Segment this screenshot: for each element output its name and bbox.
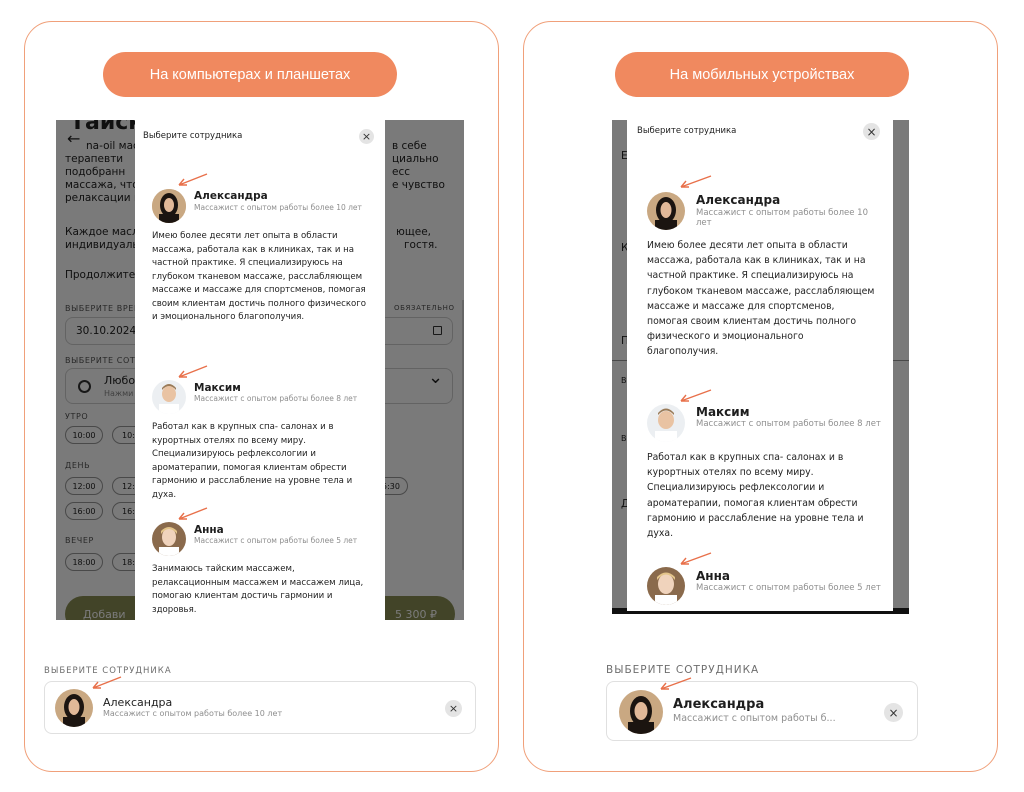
selected-employee-name: Александра: [673, 697, 765, 712]
pointer-arrow-icon: [677, 551, 713, 567]
employee-name: Александра: [696, 193, 781, 207]
desktop-panel: [24, 21, 499, 772]
avatar: [152, 189, 186, 223]
employee-name: Александра: [194, 190, 268, 202]
close-icon[interactable]: ×: [863, 123, 880, 140]
employee-description: Имею более десяти лет опыта в области массажа, работала как в клиниках, так и на частной практике. Я специализируюсь на глубоком тканевом массаже, расслабляющем массаже и массаже для спортсменов, помогая своим клиентам достичь полного физического и эмоционального благополучия.: [647, 240, 875, 358]
employee-name: Анна: [696, 569, 730, 583]
selected-employee-field[interactable]: [44, 681, 476, 734]
avatar: [55, 689, 93, 727]
pointer-arrow-icon: [677, 388, 713, 404]
selected-employee-name: Александра: [103, 696, 173, 709]
pointer-arrow-icon: [89, 675, 123, 691]
pointer-arrow-icon: [175, 506, 209, 522]
employee-description: Занимаюсь тайским массажем, релаксационным массажем и массажем лица, помогаю клиентам достичь гармонии и здоровья.: [152, 564, 364, 615]
avatar: [647, 567, 685, 605]
employee-description: Имею более десяти лет опыта в области массажа, работала как в клиниках, так и на частной практике. Я специализируюсь на глубоком тканевом массаже, расслабляющем массаже и массаже для спортсменов, помогая своим клиентам достичь полного физического и эмоционального благополучия.: [152, 231, 367, 322]
employee-card[interactable]: [135, 506, 385, 626]
employee-subtitle: Массажист с опытом работы более 5 лет: [194, 536, 358, 545]
avatar: [647, 192, 685, 230]
pointer-arrow-icon: [175, 172, 209, 188]
modal-title: Выберите сотрудника: [637, 126, 737, 136]
modal-title: Выберите сотрудника: [143, 131, 243, 141]
employee-modal: [135, 120, 385, 642]
selected-employee-label: ВЫБЕРИТЕ СОТРУДНИКА: [44, 666, 172, 676]
employee-card[interactable]: [135, 172, 385, 342]
avatar: [152, 380, 186, 414]
employee-subtitle: Массажист с опытом работы более 5 лет: [696, 583, 881, 593]
pointer-arrow-icon: [677, 174, 713, 190]
employee-card[interactable]: [627, 388, 893, 548]
employee-name: Максим: [696, 405, 750, 419]
mobile-panel: [523, 21, 998, 772]
employee-subtitle: Массажист с опытом работы более 8 лет: [194, 394, 358, 403]
selected-employee-subtitle: Массажист с опытом работы б...: [673, 713, 836, 724]
clear-selection-icon[interactable]: ×: [445, 700, 462, 717]
mobile-badge: На мобильных устройствах: [615, 52, 909, 97]
pointer-arrow-icon: [657, 676, 693, 692]
employee-description: Работал как в крупных спа- салонах и в курортных отелях по всему миру. Специализируюсь рефлексологии и ароматерапии, помогая клиентам обрести гармонию и расслабление на уровне тела и духа.: [647, 452, 864, 540]
employee-card[interactable]: [627, 174, 893, 374]
avatar: [619, 690, 663, 734]
employee-modal: [627, 114, 893, 611]
selected-employee-subtitle: Массажист с опытом работы более 10 лет: [103, 709, 283, 718]
selected-employee-field[interactable]: [606, 681, 918, 741]
avatar: [647, 404, 685, 442]
employee-subtitle: Массажист с опытом работы более 10 лет: [194, 203, 362, 212]
desktop-badge: На компьютерах и планшетах: [103, 52, 397, 97]
pointer-arrow-icon: [175, 364, 209, 380]
employee-name: Максим: [194, 382, 241, 394]
close-icon[interactable]: ×: [359, 129, 374, 144]
employee-card[interactable]: [627, 551, 893, 611]
employee-description: Работал как в крупных спа- салонах и в курортных отелях по всему миру. Специализируюсь рефлексологии и ароматерапии, помогая клиентам обрести гармонию и расслабление на уровне тела и духа.: [152, 422, 353, 500]
employee-subtitle: Массажист с опытом работы более 8 лет: [696, 419, 881, 429]
employee-name: Анна: [194, 524, 224, 536]
selected-employee-label: ВЫБЕРИТЕ СОТРУДНИКА: [606, 664, 760, 676]
avatar: [152, 522, 186, 556]
employee-subtitle: Массажист с опытом работы более 10 лет: [696, 208, 868, 228]
employee-card[interactable]: [135, 364, 385, 504]
clear-selection-icon[interactable]: ×: [884, 703, 903, 722]
scrollbar[interactable]: [462, 300, 464, 570]
